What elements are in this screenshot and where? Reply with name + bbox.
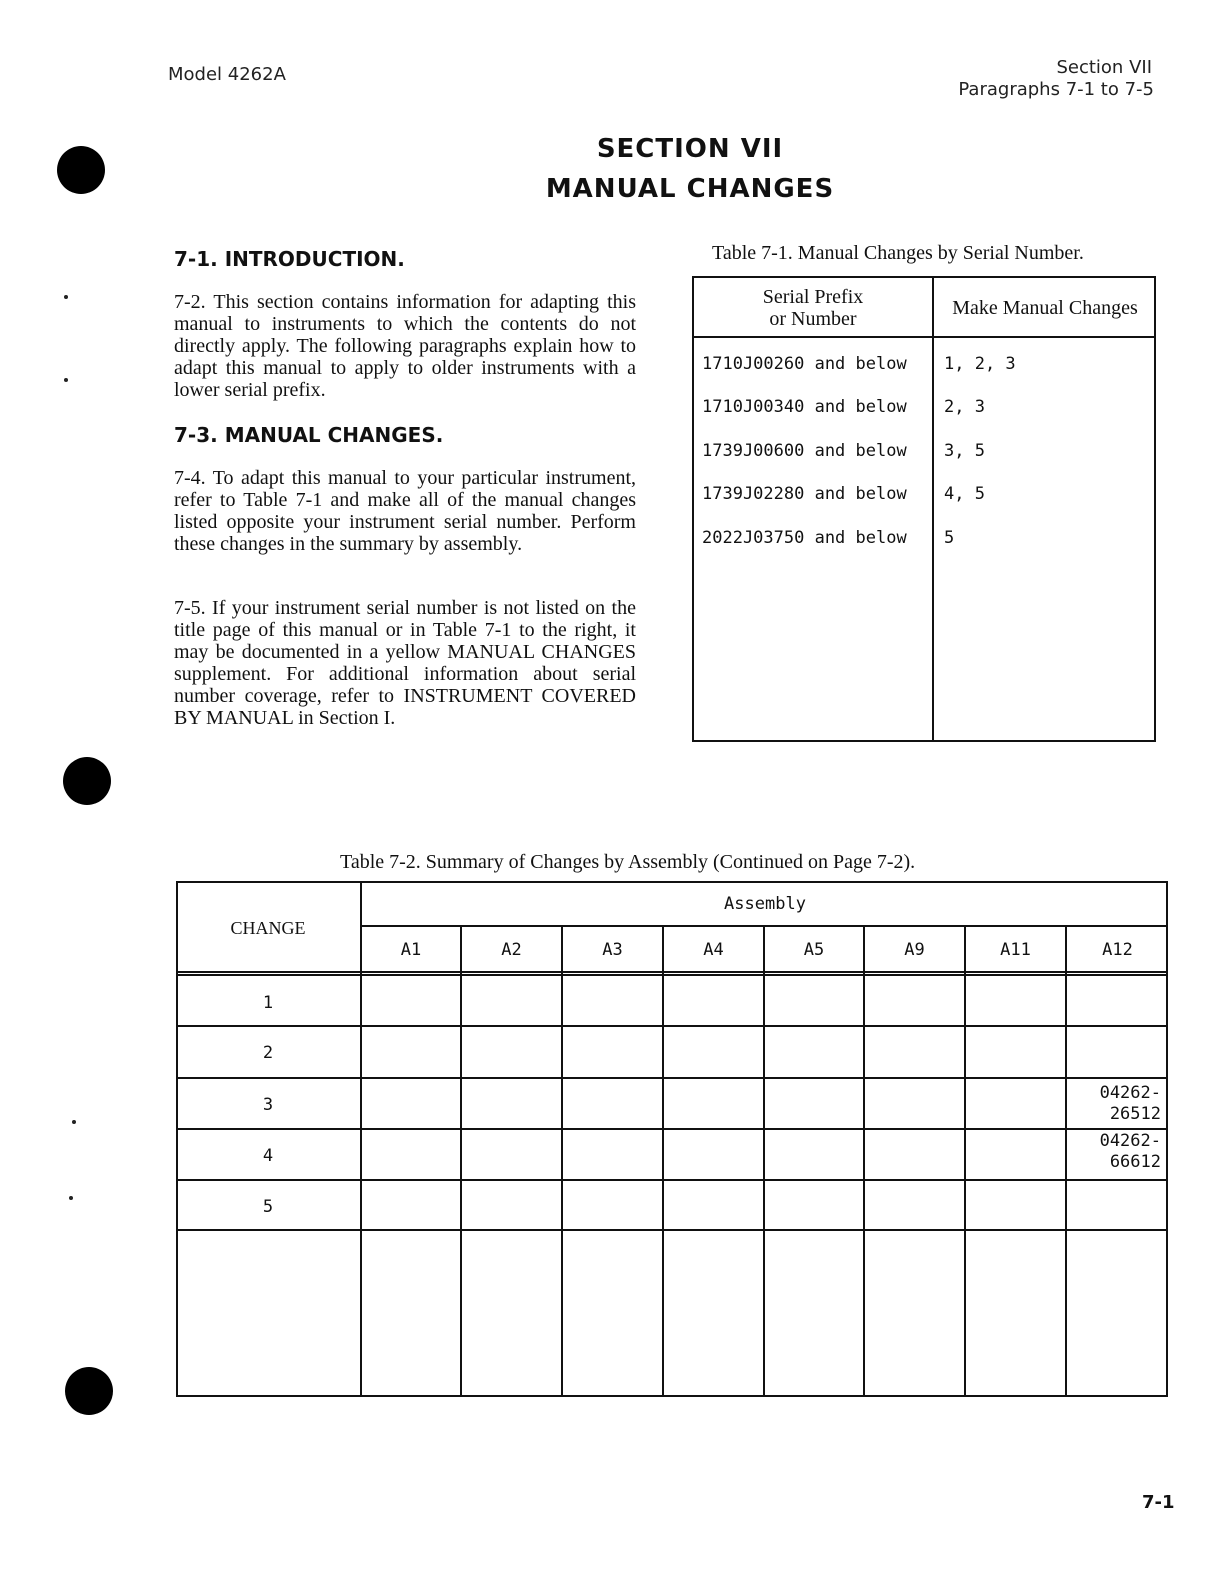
table-row [694,354,1154,378]
table2-divider [964,925,966,1397]
section-subtitle: MANUAL CHANGES [545,174,835,204]
part-number-line1: 04262- [1099,1083,1161,1103]
table2-divider [662,925,664,1397]
change-number: 2 [262,1043,274,1063]
margin-mark [64,295,68,299]
margin-mark [72,1120,76,1124]
table-manual-changes-by-serial [692,276,1156,742]
heading-manual-changes: 7-3. MANUAL CHANGES. [174,423,444,447]
a12-change4-part-number [1067,1131,1161,1173]
paragraph-7-5: 7-5. If your instrument serial number is not listed on the title page of this manual or in Table 7-1 to the right, it may be documented in a yellow MANUAL CHANGES supplement. For additional information about serial number coverage, refer to INSTRUMENT COVERED BY MANUAL in Section I. [174,597,636,729]
model-label: Model 4262A [168,64,286,85]
binder-hole-middle [63,757,111,805]
table-row [694,528,1154,552]
assembly-header-a9: A9 [904,940,925,960]
table2-header-assembly: Assembly [724,894,806,914]
change-number: 1 [262,993,274,1013]
table2-divider [176,1229,1168,1231]
heading-introduction: 7-1. INTRODUCTION. [174,247,405,271]
part-number-line2: 66612 [1109,1152,1161,1172]
table2-caption: Table 7-2. Summary of Changes by Assembly (Continued on Page 7-2). [340,851,916,873]
table-row [694,484,1154,508]
paragraphs-label: Paragraphs 7-1 to 7-5 [958,79,1154,100]
changes-cell: 4, 5 [944,484,985,504]
table2-divider [561,925,563,1397]
table2-divider [460,925,462,1397]
page-number: 7-1 [1142,1492,1175,1513]
table1-header-serial-line1: Serial Prefix [762,286,864,308]
paragraph-7-2: 7-2. This section contains information for adapting this manual to instruments to which the contents do not directly apply. The following paragraphs explain how to adapt this manual to apply to older instruments with a lower serial prefix. [174,291,636,401]
table2-divider [176,1128,1168,1130]
changes-cell: 5 [944,528,955,548]
serial-cell: 1739J00600 and below [702,441,907,461]
part-number-line2: 26512 [1109,1104,1161,1124]
assembly-header-a11: A11 [1000,940,1031,960]
assembly-header-a5: A5 [803,940,825,960]
serial-cell: 1710J00260 and below [702,354,907,374]
table-row [694,441,1154,465]
table1-header-serial-line2: or Number [769,308,857,330]
table2-divider [176,1025,1168,1027]
change-number: 4 [262,1146,274,1166]
changes-cell: 2, 3 [944,397,985,417]
section-label: Section VII [1056,57,1152,78]
table-row [694,397,1154,421]
margin-mark [64,378,68,382]
table2-divider [176,1179,1168,1181]
part-number-line1: 04262- [1099,1131,1161,1151]
section-title: SECTION VII [596,134,784,164]
table2-divider [176,1077,1168,1079]
paragraph-7-4: 7-4. To adapt this manual to your particular instrument, refer to Table 7-1 and make all of the manual changes listed opposite your instrument serial number. Perform these changes in the summary by assembly. [174,467,636,555]
table2-header-change: CHANGE [230,918,306,938]
assembly-header-a4: A4 [703,940,724,960]
a12-change3-part-number [1067,1083,1161,1125]
serial-cell: 1710J00340 and below [702,397,907,417]
margin-mark [69,1196,73,1200]
change-number: 5 [262,1197,274,1217]
table2-divider [176,974,1168,976]
table2-divider [176,971,1168,973]
assembly-header-a3: A3 [602,940,623,960]
assembly-header-a12: A12 [1102,940,1133,960]
assembly-header-a1: A1 [400,940,422,960]
changes-cell: 3, 5 [944,441,985,461]
changes-cell: 1, 2, 3 [944,354,1016,374]
serial-cell: 2022J03750 and below [702,528,907,548]
table1-header-divider [694,336,1154,338]
binder-hole-bottom [65,1367,113,1415]
table2-divider [763,925,765,1397]
table1-header-serial [694,286,932,330]
assembly-header-a2: A2 [501,940,522,960]
table2-divider [360,925,1168,927]
serial-cell: 1739J02280 and below [702,484,907,504]
table2-divider [863,925,865,1397]
table1-column-divider [932,278,934,740]
table1-caption: Table 7-1. Manual Changes by Serial Number. [712,242,1084,264]
change-number: 3 [262,1095,274,1115]
table1-header-changes: Make Manual Changes [952,297,1138,319]
table-summary-by-assembly [176,881,1168,1397]
